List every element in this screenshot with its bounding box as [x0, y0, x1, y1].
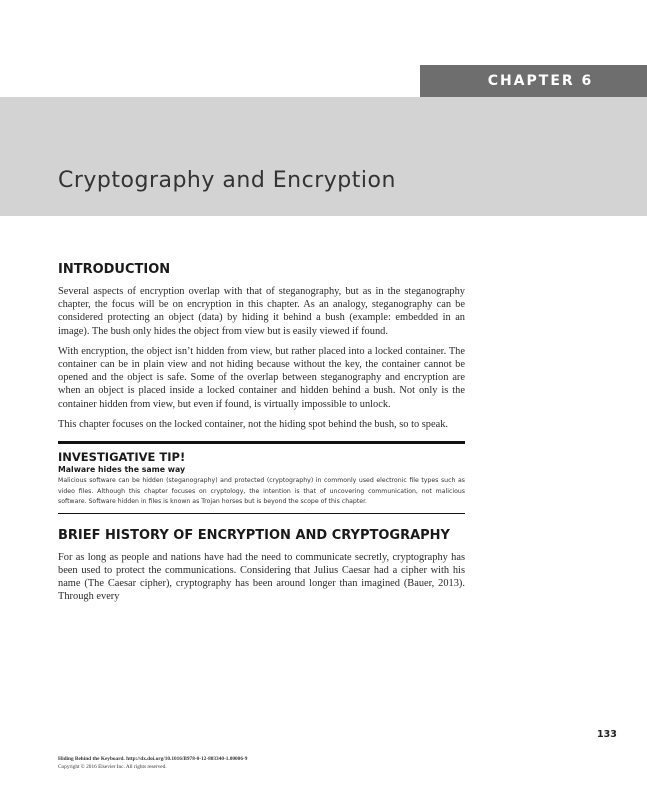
investigative-tip-box [58, 441, 465, 514]
history-heading: BRIEF HISTORY OF ENCRYPTION AND CRYPTOGRAPHY [58, 527, 450, 543]
chapter-label: CHAPTER 6 [420, 65, 647, 97]
footer-reference: Hiding Behind the Keyboard. http://dx.doi.org/10.1016/B978-0-12-803340-1.00006-9 [58, 756, 248, 762]
tip-subheading: Malware hides the same way [58, 465, 186, 475]
page-number: 133 [597, 729, 617, 740]
intro-paragraph-3: This chapter focuses on the locked container, not the hiding spot behind the bush, so to speak. [58, 418, 449, 430]
title-band [0, 97, 647, 216]
main-content [58, 262, 465, 610]
chapter-title: Cryptography and Encryption [58, 168, 396, 193]
tip-heading: INVESTIGATIVE TIP! [58, 450, 186, 465]
footer [58, 756, 508, 771]
intro-paragraph-2: With encryption, the object isn’t hidden from view, but rather placed into a locked container. The container can be in plain view and not hiding because without the key, the container cannot be opened and the object is safe. Some of the overlap between steganography and encryption are when an object is placed inside a locked container and hidden behind a bush. Not only is the container hidden from view, but even if found, is virtually impossible to unlock. [58, 345, 465, 410]
footer-copyright: Copyright © 2016 Elsevier Inc. All rights reserved. [58, 763, 167, 770]
introduction-heading: INTRODUCTION [58, 262, 171, 277]
intro-paragraph-1: Several aspects of encryption overlap with that of steganography, but as in the steganography chapter, the focus will be on encryption in this chapter. As an analogy, steganography can be considered protecting an object (data) by hiding it behind a bush (example: embedded in an image). The bush only hides the object from view but is easily viewed if found. [58, 286, 465, 337]
history-paragraph: For as long as people and nations have had the need to communicate secretly, cryptography has been used to protect the communications. Considering that Julius Caesar had a cipher with his name (The Caesar cipher), cryptography has been around longer than imagined (Bauer, 2013). Through every [58, 551, 465, 603]
tip-text: Malicious software can be hidden (steganography) and protected (cryptography) in commonly used electronic file types such as video files. Although this chapter focuses on cryptology, the intention is that of uncovering communication, not malicious software. Software hidden in files is known as Trojan horses but is beyond the scope of this chapter. [58, 477, 465, 506]
